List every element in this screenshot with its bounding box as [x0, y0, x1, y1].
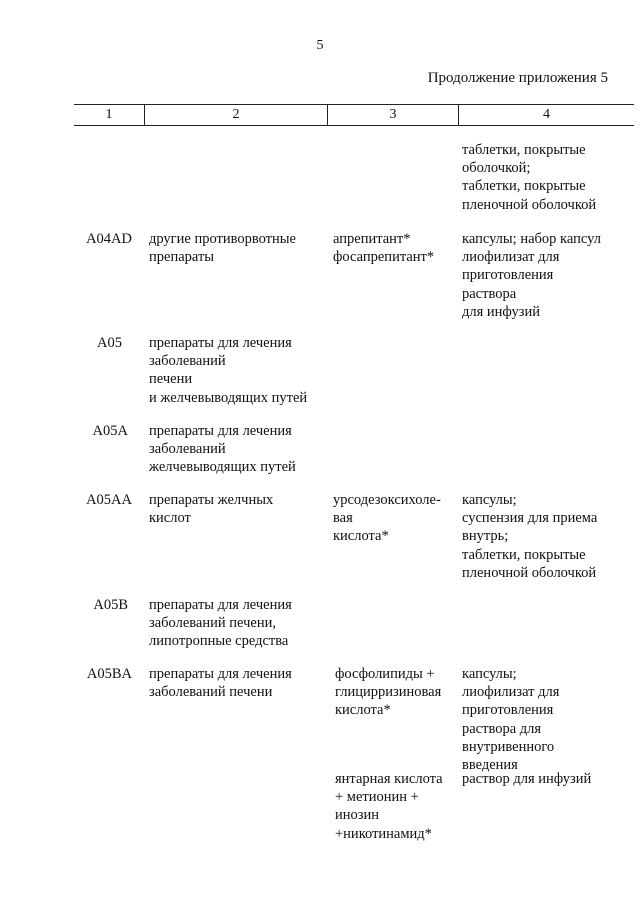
atc-code-cell: A05BA: [86, 666, 132, 682]
pharmacological-group-cell: препараты для лечения заболеваний желчевыводящих путей: [149, 423, 296, 476]
pharmacological-group-cell: препараты для лечения заболеваний печени, липотропные средства: [149, 597, 292, 650]
atc-code-cell: A04AD: [86, 231, 132, 247]
atc-code-cell: A05B: [93, 597, 128, 613]
column-header-3: 3: [389, 107, 397, 122]
substance-cell: апрепитант* фосапрепитант*: [333, 231, 435, 266]
dosage-form-cell: капсулы; набор капсул лиофилизат для приготовления раствора для инфузий: [462, 231, 601, 320]
pharmacological-group-cell: препараты для лечения заболеваний печени: [149, 666, 292, 701]
pharmacological-group-cell: препараты желчных кислот: [149, 492, 274, 527]
continuation-title: Продолжение приложения 5: [427, 70, 608, 86]
atc-code-cell: A05: [97, 335, 122, 351]
atc-code-cell: A05A: [92, 423, 128, 439]
table-header: [74, 104, 634, 126]
pharmacological-group-cell: другие противорвотные препараты: [149, 231, 296, 266]
pharmacological-group-cell: препараты для лечения заболеваний печени и желчевыводящих путей: [149, 335, 308, 406]
atc-code-cell: A05AA: [86, 492, 132, 508]
substance-cell: урсодезоксихоле- вая кислота*: [333, 492, 441, 545]
column-header-4: 4: [543, 107, 550, 122]
dosage-form-cell: таблетки, покрытые оболочкой; таблетки, покрытые пленочной оболочкой: [462, 142, 597, 213]
dosage-form-cell: раствор для инфузий: [462, 771, 592, 787]
substance-cell: фосфолипиды + глицирризиновая кислота*: [335, 666, 442, 719]
column-header-1: 1: [105, 107, 113, 122]
column-header-2: 2: [232, 107, 240, 122]
page-number: 5: [316, 38, 324, 53]
substance-cell: янтарная кислота + метионин + инозин +никотинамид*: [335, 771, 443, 842]
dosage-form-cell: капсулы; лиофилизат для приготовления раствора для внутривенного введения: [462, 666, 560, 774]
dosage-form-cell: капсулы; суспензия для приема внутрь; таблетки, покрытые пленочной оболочкой: [462, 492, 598, 581]
